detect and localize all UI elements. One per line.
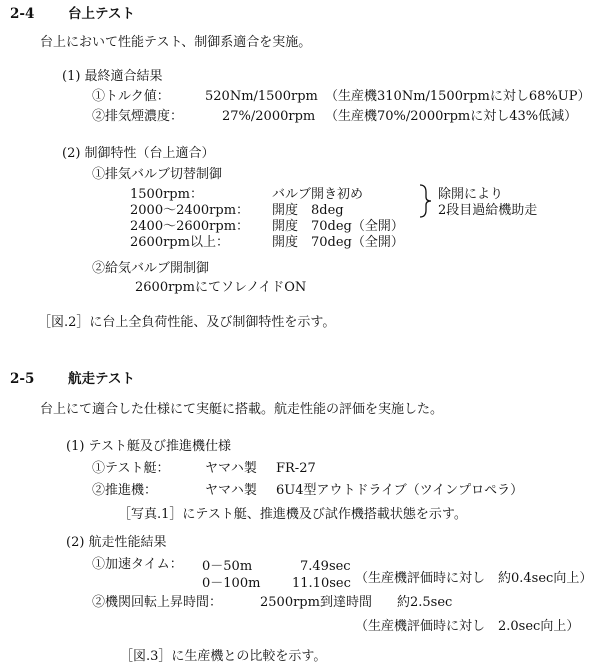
distance-range: 0－50m	[202, 559, 253, 574]
spec-label: ①テスト艇：	[92, 461, 170, 476]
subsection-heading: (2) 制御特性（台上適合）	[62, 146, 215, 161]
control-subheading: ②給気バルブ開制御	[92, 261, 210, 276]
rpm-range: 2400〜2600rpm：	[130, 219, 250, 234]
result-value: 27%/2000rpm	[222, 109, 316, 124]
result-label: ②機関回転上昇時間：	[92, 595, 223, 610]
result-label: ②排気煙濃度：	[92, 109, 184, 124]
section-title: 航走テスト	[68, 371, 135, 387]
figure-reference: ［図.3］に生産機との比較を示す。	[120, 649, 327, 664]
distance-range: 0－100m	[202, 576, 261, 591]
valve-setting: 開度 70deg（全開）	[272, 219, 404, 234]
subsection-heading: (1) テスト艇及び推進機仕様	[66, 439, 232, 454]
section-number: 2-5	[10, 371, 35, 387]
rise-time: 約2.5sec	[397, 595, 453, 610]
result-note: （生産機310Nm/1500rpmに対し68%UP）	[325, 89, 591, 104]
rpm-range: 2000〜2400rpm：	[130, 203, 250, 218]
section-intro: 台上において性能テスト、制御系適合を実施。	[40, 35, 312, 50]
comparison-note: （生産機評価時に対し 2.0sec向上）	[355, 619, 580, 634]
brace-note: 2段目過給機助走	[438, 203, 538, 218]
accel-time: 7.49sec	[300, 559, 351, 574]
result-value: 520Nm/1500rpm	[205, 89, 318, 104]
subsection-heading: (2) 航走性能結果	[66, 535, 167, 550]
section-title: 台上テスト	[68, 6, 135, 22]
section-intro: 台上にて適合した仕様にて実艇に搭載。航走性能の評価を実施した。	[40, 402, 444, 417]
control-subheading: ①排気バルブ切替制御	[92, 167, 223, 182]
rpm-range: 2600rpm以上：	[130, 235, 229, 250]
valve-setting: 開度 70deg（全開）	[272, 235, 404, 250]
result-note: （生産機70%/2000rpmに対し43%低減）	[325, 109, 578, 124]
result-label: ①加速タイム：	[92, 557, 183, 572]
control-detail: 2600rpmにてソレノイドON	[135, 280, 307, 295]
spec-model: FR-27	[276, 461, 316, 476]
brace-note: 除開により	[438, 187, 504, 202]
result-label: ①トルク値：	[92, 89, 170, 104]
section-number: 2-4	[10, 6, 35, 22]
subsection-heading: (1) 最終適合結果	[62, 69, 163, 84]
rise-condition: 2500rpm到達時間	[260, 595, 372, 610]
spec-label: ②推進機：	[92, 483, 158, 498]
valve-setting: 開度 8deg	[272, 203, 344, 218]
valve-setting: バルブ開き初め	[272, 187, 364, 202]
accel-time: 11.10sec	[292, 576, 351, 591]
spec-model: 6U4型アウトドライブ（ツインプロペラ）	[276, 483, 524, 498]
spec-maker: ヤマハ製	[205, 461, 257, 476]
photo-reference: ［写真.1］にテスト艇、推進機及び試作機搭載状態を示す。	[118, 507, 467, 522]
figure-reference: ［図.2］に台上全負荷性能、及び制御特性を示す。	[38, 315, 336, 330]
spec-maker: ヤマハ製	[205, 483, 257, 498]
right-brace	[418, 184, 434, 218]
rpm-range: 1500rpm：	[130, 187, 203, 202]
comparison-note: （生産機評価時に対し 約0.4sec向上）	[355, 571, 593, 586]
